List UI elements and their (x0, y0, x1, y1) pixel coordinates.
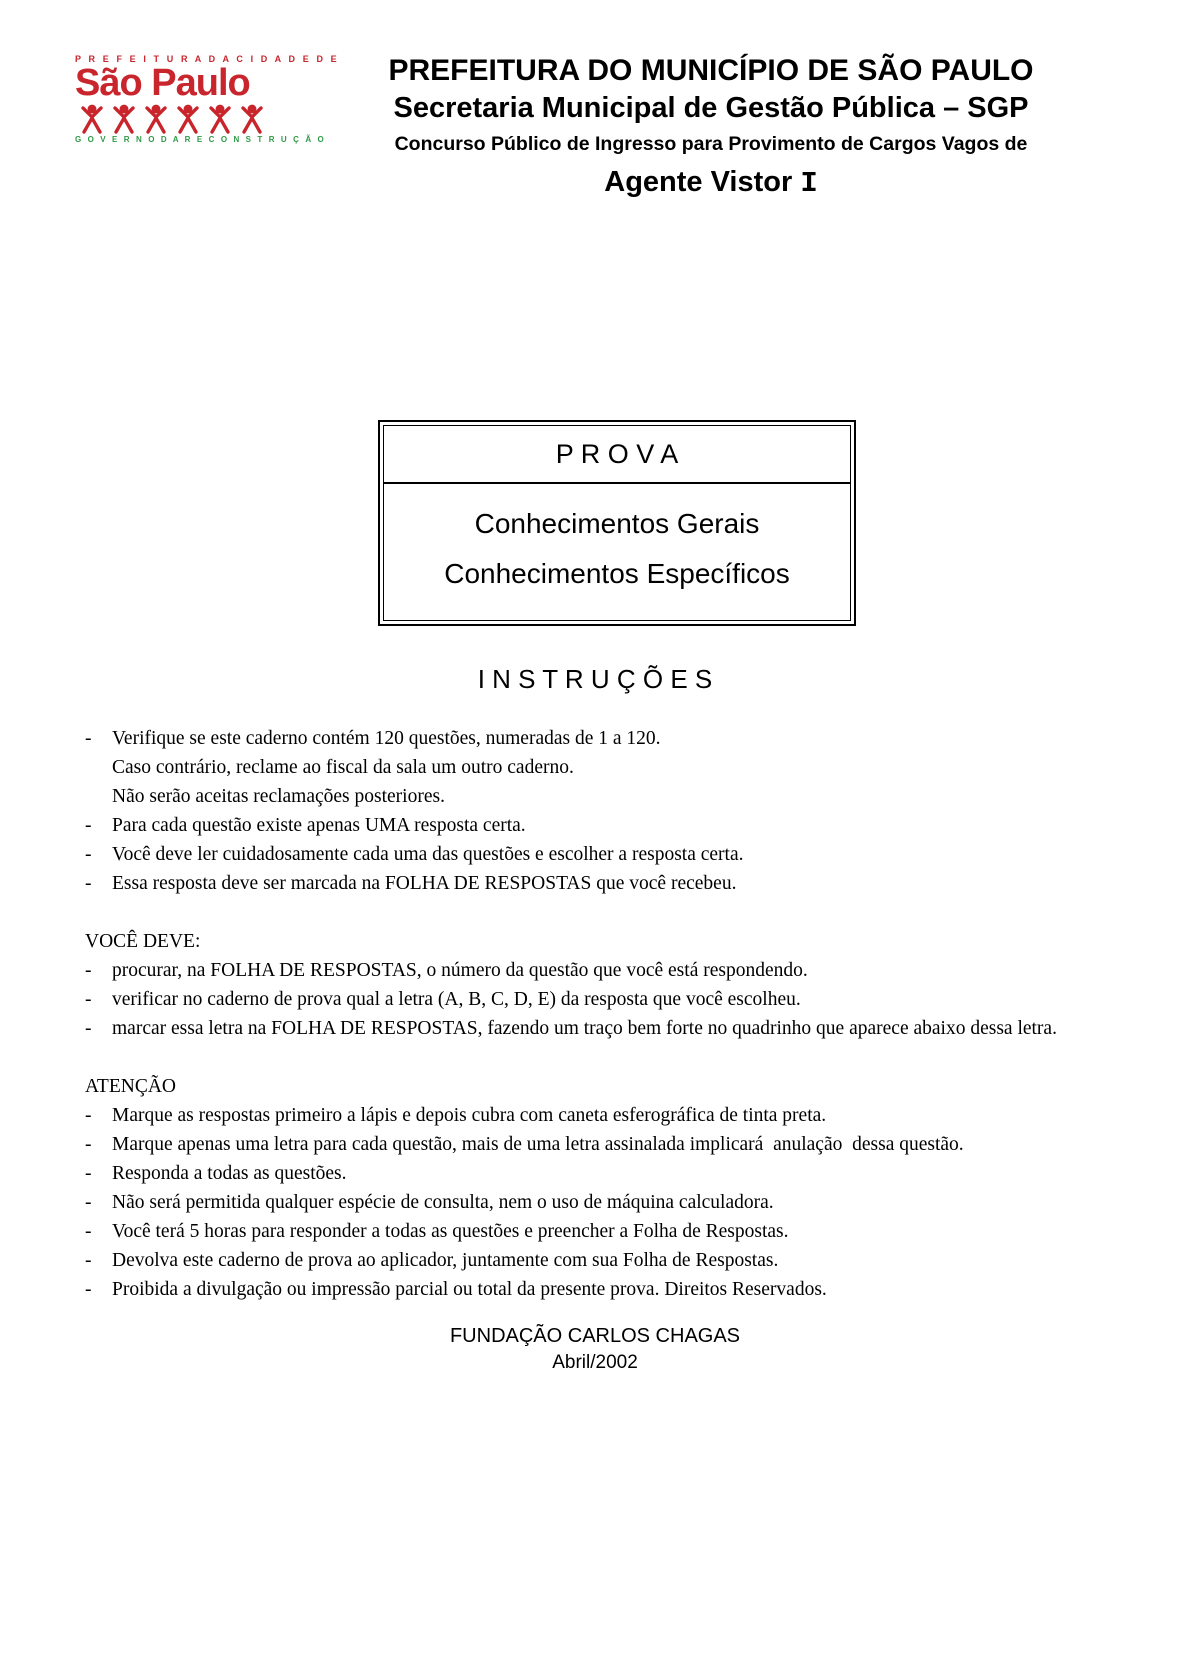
prova-box (378, 420, 856, 626)
prova-box-inner (383, 425, 851, 621)
instruction-text: procurar, na FOLHA DE RESPOSTAS, o número da questão que você está respondendo. (112, 960, 808, 981)
bullet: - (85, 1221, 92, 1242)
instruction-line (85, 1275, 1132, 1304)
footer-date: Abril/2002 (552, 1352, 638, 1373)
instruction-line (85, 782, 1132, 811)
page-footer (0, 1322, 1190, 1376)
bullet: - (85, 1250, 92, 1271)
subject-line: Conhecimentos Específicos (444, 558, 790, 589)
instruction-text: Marque as respostas primeiro a lápis e depois cubra com caneta esferográfica de tinta preta. (112, 1105, 827, 1126)
instruction-text: Caso contrário, reclame ao fiscal da sala um outro caderno. (112, 757, 574, 778)
job-title (287, 166, 1135, 200)
instruction-line (85, 840, 1132, 869)
header-text-block (287, 50, 1135, 200)
header-title: PREFEITURA DO MUNICÍPIO DE SÃO PAULO (388, 54, 1034, 87)
bullet (85, 753, 112, 782)
instruction-line (85, 956, 1132, 985)
instruction-line (85, 753, 1132, 782)
instruction-line (85, 985, 1132, 1014)
instruction-text: Para cada questão existe apenas UMA resposta certa. (112, 815, 526, 836)
bullet: - (85, 1192, 92, 1213)
header-concurso-line: Concurso Público de Ingresso para Provimento de Cargos Vagos de (394, 133, 1028, 156)
instruction-text: Essa resposta deve ser marcada na FOLHA DE RESPOSTAS que você recebeu. (112, 873, 737, 894)
instruction-text: Responda a todas as questões. (112, 1163, 347, 1184)
instruction-text: Você deve ler cuidadosamente cada uma das questões e escolher a resposta certa. (112, 844, 744, 865)
instructions-body (85, 724, 1132, 1304)
instruction-line (85, 1159, 1132, 1188)
bullet: - (85, 989, 92, 1010)
bullet: - (85, 728, 92, 749)
logo-bottom-text: G O V E R N O D A R E C O N S T R U Ç Ã O (75, 134, 326, 144)
instructions-block-1 (85, 724, 1132, 898)
bullet: - (85, 815, 92, 836)
bullet: - (85, 1134, 92, 1155)
voce-deve-heading: VOCÊ DEVE: (85, 931, 201, 952)
instruction-text: Marque apenas uma letra para cada questão, mais de uma letra assinalada implicará anulação dessa questão. (112, 1134, 964, 1155)
instruction-text: verificar no caderno de prova qual a letra (A, B, C, D, E) da resposta que você escolheu. (112, 989, 801, 1010)
instruction-line (85, 1217, 1132, 1246)
atencao-heading: ATENÇÃO (85, 1076, 176, 1097)
section-gap (85, 1043, 1132, 1072)
bullet: - (85, 960, 92, 981)
instructions-heading: I N S T R U Ç Õ E S (477, 664, 713, 694)
header-subtitle: Secretaria Municipal de Gestão Pública – SGP (393, 91, 1029, 124)
prova-subjects (384, 484, 850, 620)
logo-top-text: P R E F E I T U R A D A C I D A D E D E (75, 54, 340, 64)
instruction-line (85, 1014, 1132, 1043)
instruction-line (85, 724, 1132, 753)
instruction-line (85, 1101, 1132, 1130)
bullet: - (85, 873, 92, 894)
bullet (85, 782, 112, 811)
instructions-block-3 (85, 1101, 1132, 1304)
prova-title: P R O V A (384, 426, 850, 484)
instruction-line (85, 1188, 1132, 1217)
instruction-text: Você terá 5 horas para responder a todas as questões e preencher a Folha de Respostas. (112, 1221, 789, 1242)
bullet: - (85, 1105, 92, 1126)
instruction-text: Não serão aceitas reclamações posteriores. (112, 786, 445, 807)
bullet: - (85, 1279, 92, 1300)
instruction-line (85, 869, 1132, 898)
instruction-text: Proibida a divulgação ou impressão parcial ou total da presente prova. Direitos Reservados. (112, 1279, 827, 1300)
footer-organization: FUNDAÇÃO CARLOS CHAGAS (449, 1325, 741, 1347)
instructions-block-2 (85, 956, 1132, 1043)
subject-line: Conhecimentos Gerais (474, 508, 760, 539)
instruction-text: Verifique se este caderno contém 120 questões, numeradas de 1 a 120. (112, 728, 661, 749)
instruction-text: Não será permitida qualquer espécie de consulta, nem o uso de máquina calculadora. (112, 1192, 774, 1213)
job-title-text: Agente Vistor (604, 166, 793, 199)
bullet: - (85, 1163, 92, 1184)
section-gap (85, 898, 1132, 927)
job-title-suffix: I (800, 167, 818, 201)
instruction-text: marcar essa letra na FOLHA DE RESPOSTAS, fazendo um traço bem forte no quadrinho que aparece abaixo dessa letra. (112, 1018, 1057, 1039)
instruction-line (85, 811, 1132, 840)
instruction-text: Devolva este caderno de prova ao aplicador, juntamente com sua Folha de Respostas. (112, 1250, 779, 1271)
people-chain-icon (75, 104, 271, 134)
bullet: - (85, 844, 92, 865)
instruction-line (85, 1246, 1132, 1275)
sao-paulo-logo (75, 50, 340, 200)
bullet: - (85, 1018, 92, 1039)
logo-wordmark: São Paulo (75, 62, 250, 104)
instruction-line (85, 1130, 1132, 1159)
page-header (75, 50, 1135, 200)
